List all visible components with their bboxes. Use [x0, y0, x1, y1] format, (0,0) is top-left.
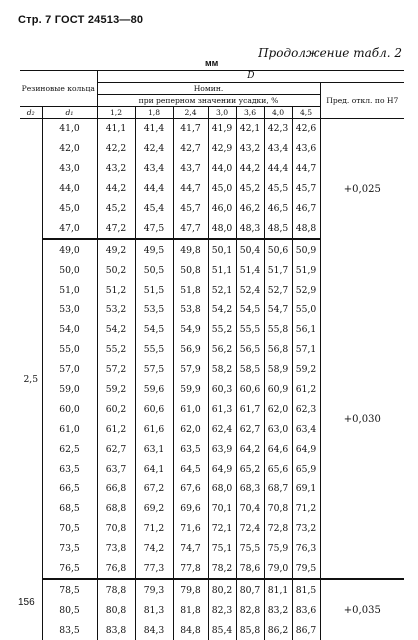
D-value: 48,3 — [236, 218, 264, 239]
D-value: 60,6 — [236, 380, 264, 400]
D-value: 76,3 — [292, 539, 320, 559]
D-value: 42,2 — [97, 139, 135, 159]
d1-value: 45,0 — [42, 199, 97, 219]
D-value: 45,2 — [97, 199, 135, 219]
D-value: 60,6 — [135, 399, 173, 419]
D-value: 82,8 — [236, 600, 264, 620]
D-value: 51,5 — [135, 280, 173, 300]
D-value: 55,5 — [236, 320, 264, 340]
D-value: 55,2 — [97, 340, 135, 360]
D-value: 60,9 — [264, 380, 292, 400]
D-value: 59,9 — [173, 380, 208, 400]
D-value: 49,5 — [135, 239, 173, 260]
D-value: 55,2 — [208, 320, 236, 340]
D-value: 54,2 — [208, 300, 236, 320]
D-value: 63,5 — [173, 439, 208, 459]
D-value: 84,3 — [135, 620, 173, 640]
D-value: 68,7 — [264, 479, 292, 499]
d1-value: 57,0 — [42, 360, 97, 380]
table-continuation-label: Продолжение табл. 2 — [258, 46, 402, 60]
D-value: 86,7 — [292, 620, 320, 640]
shrink-value: 2,4 — [173, 107, 208, 119]
D-value: 44,7 — [173, 179, 208, 199]
D-value: 55,5 — [135, 340, 173, 360]
d1-value: 59,0 — [42, 380, 97, 400]
d1-value: 76,5 — [42, 559, 97, 580]
D-value: 45,0 — [208, 179, 236, 199]
D-value: 62,7 — [97, 439, 135, 459]
shrink-value: 4,0 — [264, 107, 292, 119]
D-value: 70,1 — [208, 499, 236, 519]
D-value: 79,0 — [264, 559, 292, 580]
D-value: 74,7 — [173, 539, 208, 559]
D-value: 50,2 — [97, 260, 135, 280]
D-value: 61,2 — [292, 380, 320, 400]
D-value: 63,4 — [292, 419, 320, 439]
D-value: 57,2 — [97, 360, 135, 380]
D-value: 86,2 — [264, 620, 292, 640]
d1-value: 61,0 — [42, 419, 97, 439]
D-value: 41,4 — [135, 119, 173, 139]
D-value: 43,7 — [173, 159, 208, 179]
D-value: 80,7 — [236, 579, 264, 600]
D-value: 44,2 — [236, 159, 264, 179]
D-value: 50,5 — [135, 260, 173, 280]
D-value: 51,2 — [97, 280, 135, 300]
D-value: 54,5 — [236, 300, 264, 320]
D-value: 62,7 — [236, 419, 264, 439]
d1-value: 80,5 — [42, 600, 97, 620]
tolerance-value: +0,035 — [320, 579, 404, 640]
shrink-value: 3,0 — [208, 107, 236, 119]
D-value: 50,1 — [208, 239, 236, 260]
d1-value: 73,5 — [42, 539, 97, 559]
D-value: 84,8 — [173, 620, 208, 640]
D-value: 42,1 — [236, 119, 264, 139]
D-value: 54,9 — [173, 320, 208, 340]
D-value: 79,8 — [173, 579, 208, 600]
D-value: 44,2 — [97, 179, 135, 199]
D-value: 71,2 — [292, 499, 320, 519]
D-value: 59,6 — [135, 380, 173, 400]
D-value: 56,2 — [208, 340, 236, 360]
header-shrinkage: при реперном значении усадки, % — [97, 95, 320, 107]
D-value: 45,4 — [135, 199, 173, 219]
D-value: 57,9 — [173, 360, 208, 380]
D-value: 42,9 — [208, 139, 236, 159]
D-value: 64,5 — [173, 459, 208, 479]
D-value: 83,6 — [292, 600, 320, 620]
running-title: Стр. 7 ГОСТ 24513—80 — [18, 14, 143, 26]
D-value: 62,4 — [208, 419, 236, 439]
D-value: 42,3 — [264, 119, 292, 139]
D-value: 50,8 — [173, 260, 208, 280]
D-value: 65,2 — [236, 459, 264, 479]
d1-value: 54,0 — [42, 320, 97, 340]
table-row — [20, 260, 404, 280]
D-value: 69,6 — [173, 499, 208, 519]
header-nominal: Номин. — [97, 83, 320, 95]
D-value: 70,8 — [264, 499, 292, 519]
D-value: 78,2 — [208, 559, 236, 580]
D-value: 65,9 — [292, 459, 320, 479]
D-value: 61,0 — [173, 399, 208, 419]
D-value: 81,1 — [264, 579, 292, 600]
D-value: 51,4 — [236, 260, 264, 280]
D-value: 64,6 — [264, 439, 292, 459]
D-value: 63,0 — [264, 419, 292, 439]
D-value: 58,2 — [208, 360, 236, 380]
D-value: 49,2 — [97, 239, 135, 260]
page-header — [0, 0, 418, 30]
d1-value: 50,0 — [42, 260, 97, 280]
shrink-value: 4,5 — [292, 107, 320, 119]
D-value: 80,8 — [97, 600, 135, 620]
D-value: 48,0 — [208, 218, 236, 239]
d1-value: 83,5 — [42, 620, 97, 640]
D-value: 67,2 — [135, 479, 173, 499]
D-value: 51,7 — [264, 260, 292, 280]
D-value: 81,8 — [173, 600, 208, 620]
D-value: 43,4 — [135, 159, 173, 179]
D-value: 79,3 — [135, 579, 173, 600]
D-value: 43,2 — [97, 159, 135, 179]
D-value: 53,5 — [135, 300, 173, 320]
D-value: 66,8 — [97, 479, 135, 499]
D-value: 83,2 — [264, 600, 292, 620]
D-value: 51,9 — [292, 260, 320, 280]
d1-value: 78,5 — [42, 579, 97, 600]
D-value: 81,5 — [292, 579, 320, 600]
dimension-table — [20, 70, 404, 640]
D-value: 42,6 — [292, 119, 320, 139]
d1-value: 53,0 — [42, 300, 97, 320]
D-value: 46,5 — [264, 199, 292, 219]
D-value: 41,9 — [208, 119, 236, 139]
D-value: 44,7 — [292, 159, 320, 179]
D-value: 47,2 — [97, 218, 135, 239]
unit-label: мм — [205, 58, 218, 68]
D-value: 63,1 — [135, 439, 173, 459]
D-value: 73,8 — [97, 539, 135, 559]
D-value: 56,1 — [292, 320, 320, 340]
D-value: 51,8 — [173, 280, 208, 300]
d1-value: 60,0 — [42, 399, 97, 419]
D-value: 53,2 — [97, 300, 135, 320]
D-value: 58,9 — [264, 360, 292, 380]
D-value: 64,2 — [236, 439, 264, 459]
D-value: 62,3 — [292, 399, 320, 419]
d2-value: 2,5 — [20, 119, 42, 640]
D-value: 47,7 — [173, 218, 208, 239]
tolerance-value: +0,030 — [320, 260, 404, 579]
D-value: 77,3 — [135, 559, 173, 580]
D-value: 44,4 — [264, 159, 292, 179]
D-value: 60,2 — [97, 399, 135, 419]
D-value: 61,3 — [208, 399, 236, 419]
header-d2: d₂ — [20, 107, 42, 119]
D-value: 70,4 — [236, 499, 264, 519]
D-value: 85,4 — [208, 620, 236, 640]
d1-value: 55,0 — [42, 340, 97, 360]
d1-value: 49,0 — [42, 239, 97, 260]
D-value: 46,0 — [208, 199, 236, 219]
D-value: 78,6 — [236, 559, 264, 580]
D-value: 47,5 — [135, 218, 173, 239]
D-value: 75,9 — [264, 539, 292, 559]
D-value: 54,7 — [264, 300, 292, 320]
D-value: 44,4 — [135, 179, 173, 199]
shrink-value: 1,8 — [135, 107, 173, 119]
D-value: 83,8 — [97, 620, 135, 640]
page-number: 156 — [18, 597, 35, 608]
table-row — [20, 579, 404, 600]
D-value: 60,3 — [208, 380, 236, 400]
D-value: 74,2 — [135, 539, 173, 559]
D-value: 55,8 — [264, 320, 292, 340]
shrink-value: 3,6 — [236, 107, 264, 119]
D-value: 59,2 — [97, 380, 135, 400]
D-value: 62,0 — [264, 399, 292, 419]
D-value: 49,8 — [173, 239, 208, 260]
D-value: 82,3 — [208, 600, 236, 620]
D-value: 57,1 — [292, 340, 320, 360]
D-value: 46,2 — [236, 199, 264, 219]
D-value: 67,6 — [173, 479, 208, 499]
D-value: 56,9 — [173, 340, 208, 360]
D-value: 58,5 — [236, 360, 264, 380]
d1-value: 70,5 — [42, 519, 97, 539]
d1-value: 41,0 — [42, 119, 97, 139]
D-value: 50,6 — [264, 239, 292, 260]
D-value: 52,7 — [264, 280, 292, 300]
D-value: 81,3 — [135, 600, 173, 620]
D-value: 72,8 — [264, 519, 292, 539]
D-value: 63,9 — [208, 439, 236, 459]
D-value: 85,8 — [236, 620, 264, 640]
d1-value: 66,5 — [42, 479, 97, 499]
D-value: 53,8 — [173, 300, 208, 320]
D-value: 73,2 — [292, 519, 320, 539]
D-value: 64,9 — [292, 439, 320, 459]
D-value: 69,2 — [135, 499, 173, 519]
D-value: 70,8 — [97, 519, 135, 539]
D-value: 71,2 — [135, 519, 173, 539]
D-value: 43,2 — [236, 139, 264, 159]
D-value: 54,5 — [135, 320, 173, 340]
D-value: 61,2 — [97, 419, 135, 439]
d1-value: 47,0 — [42, 218, 97, 239]
D-value: 42,4 — [135, 139, 173, 159]
table-row — [20, 119, 404, 139]
D-value: 69,1 — [292, 479, 320, 499]
D-value: 46,7 — [292, 199, 320, 219]
D-value: 48,8 — [292, 218, 320, 239]
D-value: 51,1 — [208, 260, 236, 280]
D-value: 50,9 — [292, 239, 320, 260]
D-value: 72,4 — [236, 519, 264, 539]
D-value: 41,7 — [173, 119, 208, 139]
D-value: 42,7 — [173, 139, 208, 159]
D-value: 50,4 — [236, 239, 264, 260]
header-tolerance: Пред. откл. по H7 — [320, 83, 404, 119]
D-value: 75,5 — [236, 539, 264, 559]
D-value: 55,0 — [292, 300, 320, 320]
D-value: 76,8 — [97, 559, 135, 580]
d1-value: 44,0 — [42, 179, 97, 199]
D-value: 45,7 — [173, 199, 208, 219]
D-value: 52,1 — [208, 280, 236, 300]
d1-value: 68,5 — [42, 499, 97, 519]
D-value: 44,0 — [208, 159, 236, 179]
D-value: 56,8 — [264, 340, 292, 360]
D-value: 59,2 — [292, 360, 320, 380]
d1-value: 62,5 — [42, 439, 97, 459]
D-value: 56,5 — [236, 340, 264, 360]
d1-value: 63,5 — [42, 459, 97, 479]
D-value: 72,1 — [208, 519, 236, 539]
D-value: 45,7 — [292, 179, 320, 199]
D-value: 71,6 — [173, 519, 208, 539]
D-value: 52,4 — [236, 280, 264, 300]
D-value: 75,1 — [208, 539, 236, 559]
D-value: 64,9 — [208, 459, 236, 479]
D-value: 77,8 — [173, 559, 208, 580]
D-value: 78,8 — [97, 579, 135, 600]
tolerance-value: +0,025 — [320, 119, 404, 261]
header-d1: d₁ — [42, 107, 97, 119]
d1-value: 51,0 — [42, 280, 97, 300]
D-value: 61,7 — [236, 399, 264, 419]
D-value: 57,5 — [135, 360, 173, 380]
D-value: 65,6 — [264, 459, 292, 479]
D-value: 68,8 — [97, 499, 135, 519]
d1-value: 42,0 — [42, 139, 97, 159]
D-value: 41,1 — [97, 119, 135, 139]
D-value: 64,1 — [135, 459, 173, 479]
D-value: 54,2 — [97, 320, 135, 340]
shrink-value: 1,2 — [97, 107, 135, 119]
D-value: 43,4 — [264, 139, 292, 159]
header-rubber-rings: Резиновые кольца — [20, 71, 97, 107]
D-value: 68,3 — [236, 479, 264, 499]
D-value: 68,0 — [208, 479, 236, 499]
header-D: D — [97, 71, 404, 83]
D-value: 80,2 — [208, 579, 236, 600]
D-value: 61,6 — [135, 419, 173, 439]
D-value: 79,5 — [292, 559, 320, 580]
D-value: 63,7 — [97, 459, 135, 479]
D-value: 52,9 — [292, 280, 320, 300]
D-value: 43,6 — [292, 139, 320, 159]
d1-value: 43,0 — [42, 159, 97, 179]
D-value: 62,0 — [173, 419, 208, 439]
D-value: 45,5 — [264, 179, 292, 199]
D-value: 48,5 — [264, 218, 292, 239]
D-value: 45,2 — [236, 179, 264, 199]
